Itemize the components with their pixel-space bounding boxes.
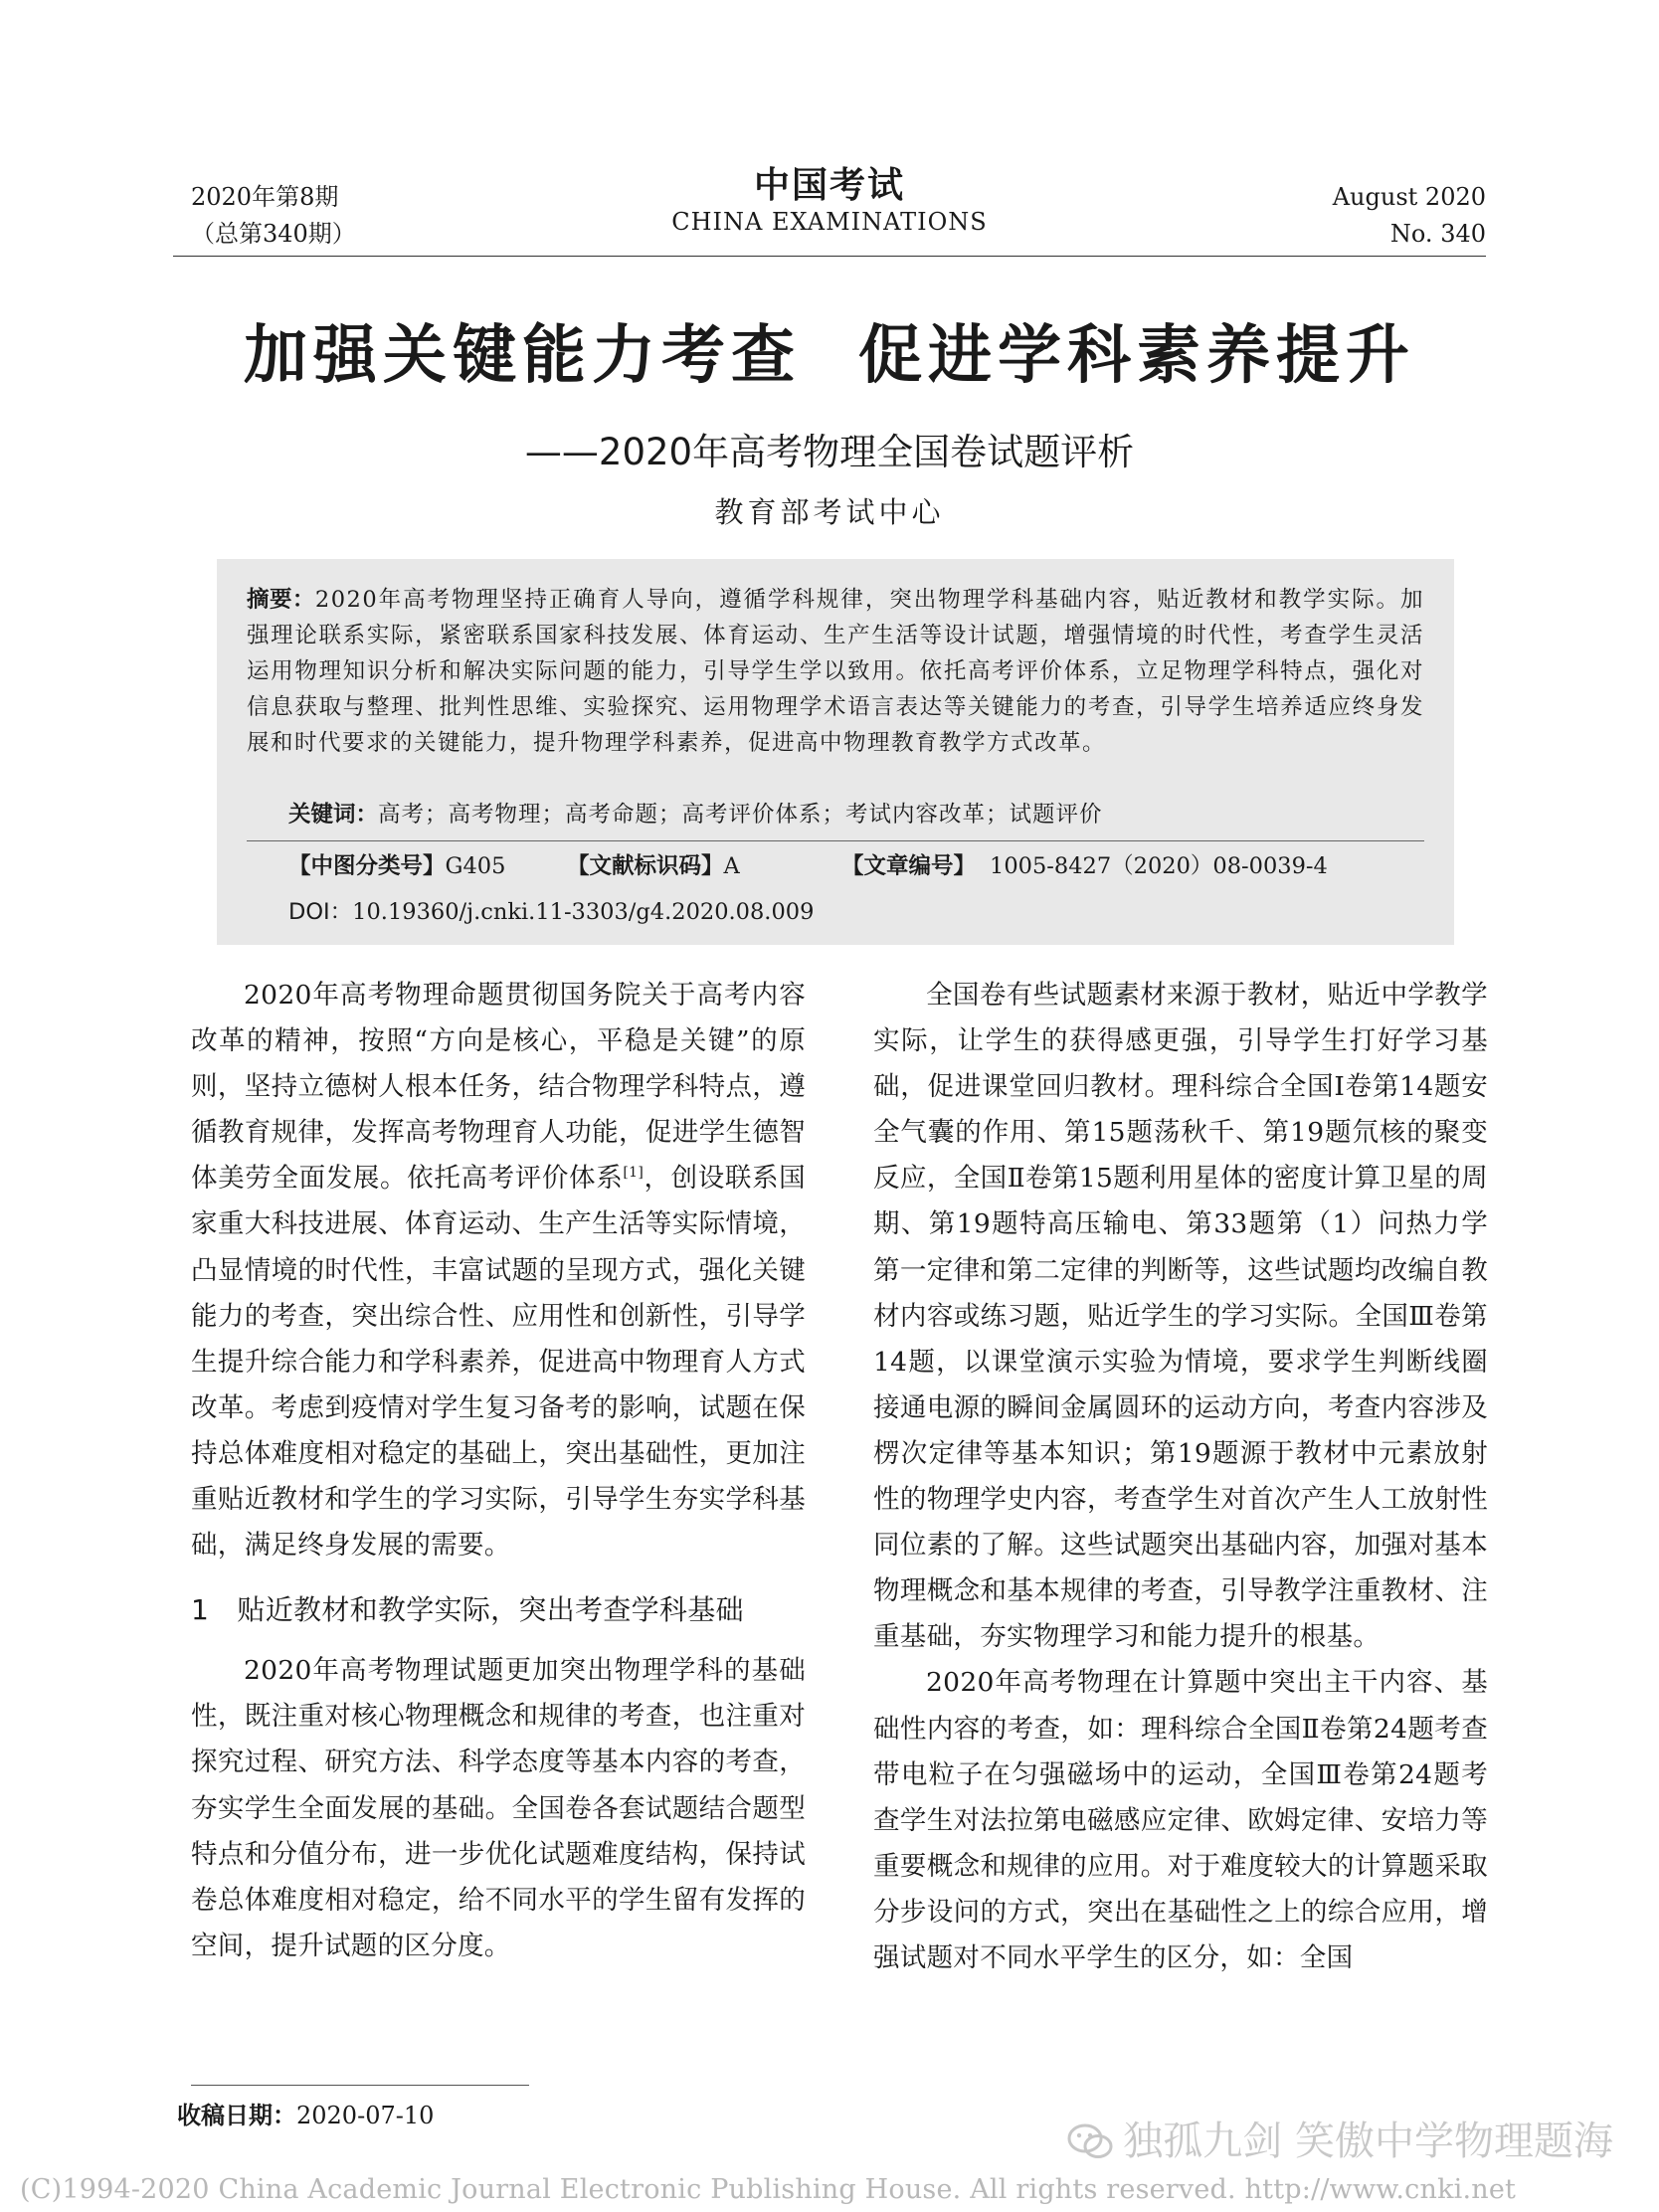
paragraph-text: ，创设联系国家重大科技进展、体育运动、生产生活等实际情境，凸显情境的时代性，丰富试题的呈现方式，强化关键能力的考查，突出综合性、应用性和创新性，引导学生提升综合能力和学科素养，促进高中物理育人方式改革。考虑到疫情对学生复习备考的影响，试题在保持总体难度相对稳定的基础上，突出基础性，更加注重贴近教材和学生的学习实际，引导学生夯实学科基础，满足终身发展的需要。	[191, 1163, 806, 1562]
body-column-left	[191, 973, 806, 1969]
title-part-1: 加强关键能力考查	[244, 318, 801, 393]
header-divider	[173, 256, 1486, 257]
journal-name-en: CHINA EXAMINATIONS	[671, 208, 988, 236]
issue-number: 2020年第8期	[191, 183, 339, 211]
doi	[288, 894, 814, 930]
keywords-text: 高考；高考物理；高考命题；高考评价体系；考试内容改革；试题评价	[378, 802, 1103, 828]
issue-no-en: No. 340	[1389, 220, 1486, 248]
clc-number	[288, 848, 505, 884]
abstract-label: 摘要：	[247, 587, 315, 613]
paragraph-text: 2020年高考物理命题贯彻国务院关于高考内容改革的精神，按照“方向是核心，平稳是关键”的原则，坚持立德树人根本任务，结合物理学科特点，遵循教育规律，发挥高考物理育人功能，促进学生德智体美劳全面发展。依托高考评价体系	[191, 980, 806, 1195]
clc-label: 【中图分类号】	[288, 853, 446, 879]
paragraph: 2020年高考物理在计算题中突出主干内容、基础性内容的考查，如：理科综合全国Ⅱ卷第24题考查带电粒子在匀强磁场中的运动，全国Ⅲ卷第24题考查学生对法拉第电磁感应定律、欧姆定律、安培力等重要概念和规律的应用。对于难度较大的计算题采取分步设问的方式，突出在基础性之上的综合应用，增强试题对不同水平学生的区分，如：全国	[873, 1667, 1488, 1973]
doc-code-label: 【文献标识码】	[567, 853, 724, 879]
issue-info-en	[1333, 179, 1486, 253]
body-column-right	[873, 973, 1488, 1981]
clc-value: G405	[445, 853, 506, 879]
footnote-divider	[191, 2085, 529, 2086]
paragraph: 2020年高考物理试题更加突出物理学科的基础性，既注重对核心物理概念和规律的考查，也注重对探究过程、研究方法、科学态度等基本内容的考查，夯实学生全面发展的基础。全国卷各套试题结合题型特点和分值分布，进一步优化试题难度结构，保持试卷总体难度相对稳定，给不同水平的学生留有发挥的空间，提升试题的区分度。	[191, 1655, 806, 1961]
wechat-icon	[1067, 2122, 1113, 2160]
abstract-divider	[247, 840, 1424, 841]
doi-value: 10.19360/j.cnki.11-3303/g4.2020.08.009	[352, 899, 815, 925]
article-number	[841, 848, 1328, 884]
article-title	[0, 316, 1659, 396]
doi-label: DOI：	[288, 899, 353, 925]
article-subtitle: ——2020年高考物理全国卷试题评析	[524, 431, 1135, 473]
document-code	[567, 848, 740, 884]
received-date	[177, 2101, 434, 2130]
received-label: 收稿日期：	[177, 2102, 296, 2129]
article-number-label: 【文章编号】	[841, 853, 977, 879]
title-part-2: 促进学科素养提升	[858, 318, 1415, 393]
wechat-watermark	[1067, 2117, 1613, 2166]
keywords-label: 关键词：	[288, 802, 379, 828]
abstract-text: 2020年高考物理坚持正确育人导向，遵循学科规律，突出物理学科基础内容，贴近教材和教学实际。加强理论联系实际，紧密联系国家科技发展、体育运动、生产生活等设计试题，增强情境的时代性，考查学生灵活运用物理知识分析和解决实际问题的能力，引导学生学以致用。依托高考评价体系，立足物理学科特点，强化对信息获取与整理、批判性思维、实验探究、运用物理学术语言表达等关键能力的考查，引导学生培养适应终身发展和时代要求的关键能力，提升物理学科素养，促进高中物理教育教学方式改革。	[247, 587, 1424, 756]
section-heading: 1 贴近教材和教学实际，突出考查学科基础	[191, 1593, 744, 1627]
copyright-notice: (C)1994-2020 China Academic Journal Electronic Publishing House. All rights reserved. http://www.cnki.net	[20, 2174, 1517, 2205]
abstract	[247, 582, 1424, 761]
watermark-text: 独孤九剑 笑傲中学物理题海	[1123, 2119, 1613, 2164]
doc-code-value: A	[723, 853, 740, 879]
paragraph: 全国卷有些试题素材来源于教材，贴近中学教学实际，让学生的获得感更强，引导学生打好学习基础，促进课堂回归教材。理科综合全国Ⅰ卷第14题安全气囊的作用、第15题荡秋千、第19题氘核的聚变反应，全国Ⅱ卷第15题利用星体的密度计算卫星的周期、第19题特高压输电、第33题第（1）问热力学第一定律和第二定律的判断等，这些试题均改编自教材内容或练习题，贴近学生的学习实际。全国Ⅲ卷第14题，以课堂演示实验为情境，要求学生判断线圈接通电源的瞬间金属圆环的运动方向，考查内容涉及楞次定律等基本知识；第19题源于教材中元素放射性的物理学史内容，考查学生对首次产生人工放射性同位素的了解。这些试题突出基础内容，加强对基本物理概念和基本规律的考查，引导教学注重教材、注重基础，夯实物理学习和能力提升的根基。	[873, 980, 1488, 1653]
journal-name-cn: 中国考试	[753, 164, 905, 206]
article-author: 教育部考试中心	[714, 495, 945, 529]
issue-date-en: August 2020	[1332, 183, 1486, 211]
reference-mark[interactable]: [1]	[623, 1165, 645, 1182]
article-number-value: 1005-8427（2020）08-0039-4	[990, 853, 1328, 879]
received-value: 2020-07-10	[296, 2102, 435, 2129]
paragraph	[191, 973, 806, 1568]
keywords	[288, 797, 1103, 832]
issue-total: （总第340期）	[191, 220, 356, 248]
